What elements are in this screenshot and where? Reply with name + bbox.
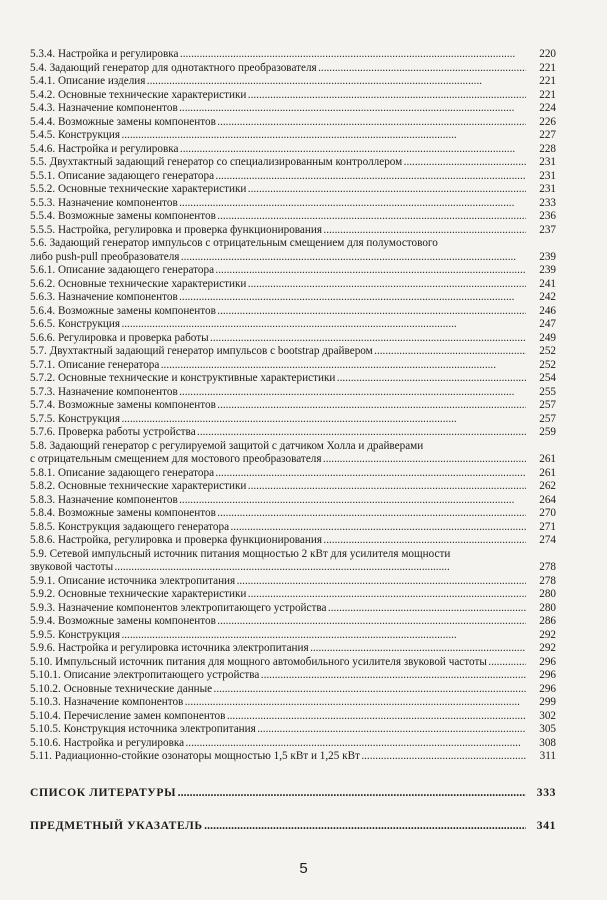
- toc-entry-page: 221: [539, 88, 556, 101]
- toc-entry-page: 261: [539, 453, 556, 465]
- toc-entry-title: ПРЕДМЕТНЫЙ УКАЗАТЕЛЬ . . .: [30, 819, 526, 833]
- toc-entry-page: 231: [539, 169, 556, 182]
- toc-entry-title: 5.6.1. Описание задающего генератора . . .: [30, 264, 526, 278]
- toc-entry: [30, 305, 556, 319]
- toc-entry-title: 5.9.4. Возможные замены компонентов . . .: [30, 615, 526, 629]
- toc-entry: [30, 426, 556, 440]
- toc-entry-page: 264: [539, 493, 556, 506]
- toc-entry-page: 220: [539, 48, 556, 60]
- toc-entry-title: 5.3.4. Настройка и регулировка . . .: [30, 48, 526, 62]
- toc-entry-page: 299: [539, 696, 556, 708]
- toc-entry-title: 5.8.5. Конструкция задающего генератора . . .: [30, 521, 526, 535]
- toc-entry-title: 5.10.2. Основные технические данные . . .: [30, 683, 526, 697]
- toc-entry: [30, 602, 556, 616]
- toc-entry-page: 305: [539, 723, 556, 735]
- toc-entry-title: 5.8.3. Назначение компонентов . . .: [30, 494, 526, 508]
- toc-entry-page: 247: [539, 318, 556, 330]
- toc-entry-title: 5.6.6. Регулировка и проверка работы . . .: [30, 332, 526, 346]
- toc-entry-page: 296: [539, 655, 556, 668]
- toc-entry: [30, 723, 556, 737]
- toc-entry: [30, 629, 556, 643]
- toc-entry-title: 5.8.1. Описание задающего генератора . . .: [30, 467, 526, 481]
- toc-entry-title: 5.5.1. Описание задающего генератора . . .: [30, 170, 526, 184]
- toc-entry-title: 5.10.6. Настройка и регулировка . . .: [30, 737, 526, 751]
- toc-entry-title: 5.9.6. Настройка и регулировка источника электропитания . . .: [30, 642, 526, 656]
- toc-entry: [30, 129, 556, 143]
- toc-entry-title: 5.4.5. Конструкция . . .: [30, 129, 526, 143]
- toc-entry-page: 286: [539, 615, 556, 627]
- toc-entry-title: 5.4. Задающий генератор для однотактного преобразователя . . .: [30, 62, 526, 76]
- toc-entry: [30, 345, 556, 359]
- toc-entry: [30, 237, 556, 251]
- toc-entry: [30, 62, 556, 76]
- toc-entry: [30, 48, 556, 62]
- toc-entry-page: 308: [539, 736, 556, 749]
- toc-entry: [30, 480, 556, 494]
- toc-entry-title: 5.8. Задающий генератор с регулируемой защитой с датчиком Холла и драйверами: [30, 439, 424, 452]
- toc-entry-page: 252: [539, 358, 556, 371]
- toc-entry-page: 257: [539, 412, 556, 425]
- toc-entry-title: 5.10.5. Конструкция источника электропитания . . .: [30, 723, 526, 737]
- toc-entry: [30, 494, 556, 508]
- toc-entry-title: 5.6.5. Конструкция . . .: [30, 318, 526, 332]
- toc-entry-title: 5.9.5. Конструкция . . .: [30, 629, 526, 643]
- toc-entry-page: 259: [539, 426, 556, 438]
- toc-entry: [30, 588, 556, 602]
- toc-entry-page: 296: [539, 669, 556, 681]
- toc-entry-page: 242: [539, 291, 556, 303]
- toc-entry-page: 224: [539, 102, 556, 114]
- toc-entry-title: 5.7. Двухтактный задающий генератор импульсов с bootstrap драйвером . . .: [30, 345, 526, 359]
- toc-entry-page: 292: [539, 628, 556, 641]
- toc-entry: [30, 224, 556, 238]
- toc-entry-page: 280: [539, 601, 556, 614]
- page-number: 5: [299, 860, 308, 877]
- toc-entry: [30, 75, 556, 89]
- toc-entry: [30, 521, 556, 535]
- toc-entry-page: 274: [539, 534, 556, 546]
- toc-entry: [30, 332, 556, 346]
- toc-entry-title: 5.9.3. Назначение компонентов электропитающего устройства . . .: [30, 602, 526, 616]
- toc-entry-page: 278: [539, 561, 556, 573]
- toc-entry-page: 292: [539, 642, 556, 654]
- toc-entry-title: 5.10.1. Описание электропитающего устройства . . .: [30, 669, 526, 683]
- toc-entry: [30, 534, 556, 548]
- toc-entry-title: 5.6. Задающий генератор импульсов с отрицательным смещением для полумостового: [30, 237, 438, 249]
- toc-entry-title: 5.6.2. Основные технические характеристики . . .: [30, 278, 526, 292]
- toc-entry-page: 231: [539, 183, 556, 195]
- toc-entry: [30, 786, 556, 800]
- toc-entry-title: 5.9. Сетевой импульсный источник питания мощностью 2 кВт для усилителя мощности: [30, 547, 451, 560]
- toc-entry-title: 5.10.4. Перечисление замен компонентов . . .: [30, 710, 526, 724]
- toc-entry: [30, 386, 556, 400]
- toc-entry: [30, 710, 556, 724]
- toc-entry: [30, 318, 556, 332]
- toc-entry: [30, 507, 556, 521]
- toc-entry-title: 5.5.4. Возможные замены компонентов . . .: [30, 210, 526, 224]
- toc-entry: [30, 440, 556, 454]
- toc-entry-page: 239: [539, 250, 556, 263]
- toc-entry-title: 5.7.6. Проверка работы устройства . . .: [30, 426, 526, 440]
- toc-entry-title: 5.5.5. Настройка, регулировка и проверка функционирования . . .: [30, 224, 526, 238]
- toc-entry: [30, 642, 556, 656]
- toc-entry-page: 239: [539, 264, 556, 276]
- toc-entry-title: 5.10. Импульсный источник питания для мощного автомобильного усилителя звуковой частоты . . .: [30, 656, 526, 670]
- toc-entry-title: 5.10.3. Назначение компонентов . . .: [30, 696, 526, 710]
- toc-entry-title: 5.5.3. Назначение компонентов . . .: [30, 197, 526, 211]
- toc-entry-page: 252: [539, 345, 556, 357]
- toc-entry: [30, 264, 556, 278]
- toc-entry-page: 271: [539, 520, 556, 533]
- toc-entry: [30, 696, 556, 710]
- toc-entry-title: 5.5.2. Основные технические характеристики . . .: [30, 183, 526, 197]
- toc-entry: [30, 359, 556, 373]
- toc-entry-page: 246: [539, 304, 556, 317]
- toc-entry-title: 5.4.2. Основные технические характеристики . . .: [30, 89, 526, 103]
- toc-entry-title: 5.7.5. Конструкция . . .: [30, 413, 526, 427]
- toc-entry-page: 236: [539, 210, 556, 222]
- toc-entry: [30, 656, 556, 670]
- toc-entry: [30, 89, 556, 103]
- toc-entry-title: 5.5. Двухтактный задающий генератор со специализированным контроллером . . .: [30, 156, 526, 170]
- toc-entry-page: 227: [539, 129, 556, 141]
- toc-entry-title: 5.4.3. Назначение компонентов . . .: [30, 102, 526, 116]
- toc-entry: [30, 197, 556, 211]
- toc-entry-page: 333: [536, 785, 556, 799]
- toc-entry-title: 5.6.3. Назначение компонентов . . .: [30, 291, 526, 305]
- toc-entry-title: 5.9.2. Основные технические характеристики . . .: [30, 588, 526, 602]
- toc-entry-title: 5.4.6. Настройка и регулировка . . .: [30, 143, 526, 157]
- toc-entry-title: 5.11. Радиационно-стойкие озонаторы мощностью 1,5 кВт и 1,25 кВт . . .: [30, 750, 526, 764]
- toc-entry: [30, 156, 556, 170]
- toc-entry-title: 5.6.4. Возможные замены компонентов . . .: [30, 305, 526, 319]
- toc-entry: [30, 615, 556, 629]
- toc-entry: [30, 278, 556, 292]
- toc-entry: [30, 575, 556, 589]
- toc-entry-page: 231: [539, 156, 556, 168]
- table-of-contents: [30, 48, 556, 833]
- toc-entry-page: 270: [539, 507, 556, 519]
- toc-entry: [30, 291, 556, 305]
- toc-entry: [30, 737, 556, 751]
- toc-entry: [30, 116, 556, 130]
- toc-entry-page: 278: [539, 574, 556, 587]
- toc-entry-page: 221: [539, 75, 556, 87]
- toc-entry-page: 261: [539, 466, 556, 479]
- toc-entry: [30, 467, 556, 481]
- toc-entry-title: с отрицательным смещением для мостового преобразователя . . .: [30, 453, 526, 467]
- toc-entry-title: звуковой частоты . . .: [30, 561, 526, 575]
- toc-entry-page: 296: [539, 682, 556, 695]
- toc-entry: [30, 750, 556, 764]
- toc-entry: [30, 561, 556, 575]
- toc-entry-title: 5.7.4. Возможные замены компонентов . . .: [30, 399, 526, 413]
- toc-entry-title: 5.4.1. Описание изделия . . .: [30, 75, 526, 89]
- toc-entry: [30, 453, 556, 467]
- toc-entry-title: 5.7.3. Назначение компонентов . . .: [30, 386, 526, 400]
- toc-entry-title: 5.7.2. Основные технические и конструктивные характеристики . . .: [30, 372, 526, 386]
- toc-entry: [30, 251, 556, 265]
- toc-entry: [30, 819, 556, 833]
- toc-entry-page: 254: [539, 372, 556, 384]
- toc-entry-page: 255: [539, 385, 556, 398]
- toc-entry: [30, 102, 556, 116]
- toc-entry: [30, 210, 556, 224]
- toc-entry-page: 226: [539, 115, 556, 128]
- toc-entry: [30, 143, 556, 157]
- toc-entry-page: 302: [539, 709, 556, 722]
- toc-entry: [30, 413, 556, 427]
- toc-entry: [30, 372, 556, 386]
- toc-entry-title: СПИСОК ЛИТЕРАТУРЫ . . .: [30, 786, 526, 800]
- toc-entry-title: 5.4.4. Возможные замены компонентов . . .: [30, 116, 526, 130]
- toc-entry-page: 237: [539, 223, 556, 236]
- toc-entry-title: 5.7.1. Описание генератора . . .: [30, 359, 526, 373]
- toc-entry: [30, 683, 556, 697]
- toc-entry-page: 280: [539, 588, 556, 600]
- toc-entry-page: 249: [539, 331, 556, 344]
- toc-entry: [30, 170, 556, 184]
- toc-entry-page: 228: [539, 142, 556, 155]
- toc-entry-page: 233: [539, 196, 556, 209]
- toc-entry: [30, 399, 556, 413]
- toc-entry-page: 241: [539, 277, 556, 290]
- toc-entry: [30, 183, 556, 197]
- toc-entry-page: 262: [539, 480, 556, 492]
- toc-entry-page: 221: [539, 61, 556, 74]
- toc-entry-title: 5.8.6. Настройка, регулировка и проверка функционирования . . .: [30, 534, 526, 548]
- toc-entry: [30, 548, 556, 562]
- toc-entry-page: 341: [536, 819, 556, 832]
- toc-entry-title: 5.8.2. Основные технические характеристики . . .: [30, 480, 526, 494]
- toc-entry-title: либо push-pull преобразователя . . .: [30, 251, 526, 265]
- toc-entry-page: 257: [539, 399, 556, 411]
- toc-entry-page: 311: [539, 750, 556, 762]
- toc-entry-title: 5.9.1. Описание источника электропитания . . .: [30, 575, 526, 589]
- toc-entry-title: 5.8.4. Возможные замены компонентов . . .: [30, 507, 526, 521]
- toc-entry: [30, 669, 556, 683]
